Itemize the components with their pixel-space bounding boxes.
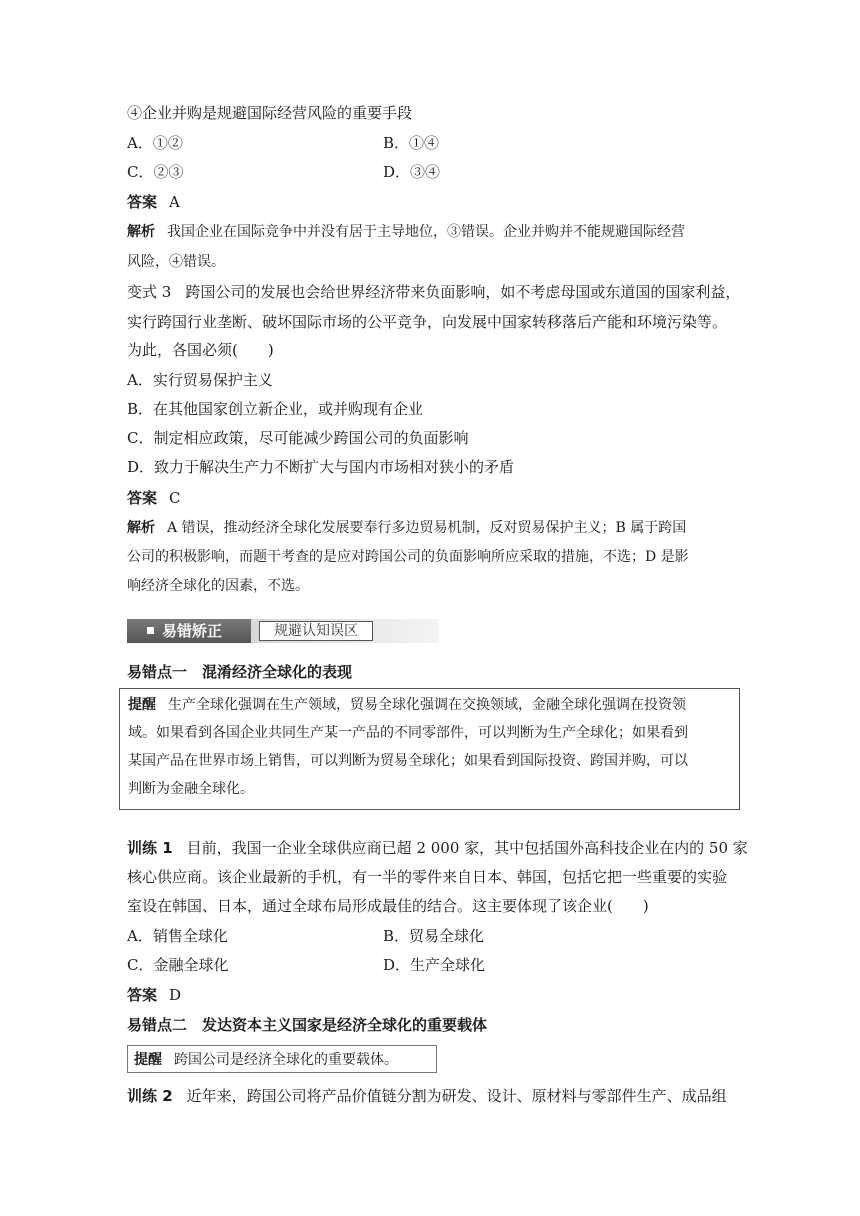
answer-value: A xyxy=(169,193,180,211)
tip-box xyxy=(119,688,740,810)
section-banner xyxy=(127,619,439,643)
option-b: B．在其他国家创立新企业，或并购现有企业 xyxy=(127,400,424,418)
square-bullet-icon xyxy=(147,627,154,634)
option-a: A．实行贸易保护主义 xyxy=(127,371,273,389)
option-b: B．贸易全球化 xyxy=(383,927,485,945)
tip-box-small xyxy=(127,1045,437,1073)
tip-label: 提醒 xyxy=(128,697,156,713)
training-1-text: 目前，我国一企业全球供应商已超 2 000 家，其中包括国外高科技企业在内的 50 家 xyxy=(186,839,748,857)
option-d: D．致力于解决生产力不断扩大与国内市场相对狭小的矛盾 xyxy=(127,458,515,476)
answer-value: C xyxy=(169,489,181,507)
option-c: C．制定相应政策，尽可能减少跨国公司的负面影响 xyxy=(127,429,469,447)
training-1-stem xyxy=(127,838,748,858)
training-2-label: 训练 2 xyxy=(127,1087,173,1105)
explanation-text: A 错误，推动经济全球化发展要奉行多边贸易机制，反对贸易保护主义；B 属于跨国 xyxy=(167,520,687,536)
variant-3-stem xyxy=(127,282,740,302)
explanation-line-2: 公司的积极影响，而题干考查的是应对跨国公司的负面影响所应采取的措施，不选；D 是影 xyxy=(127,549,689,565)
tip-label: 提醒 xyxy=(134,1052,162,1068)
variant-3-line-2: 实行跨国行业垄断、破坏国际市场的公平竞争，向发展中国家转移落后产能和环境污染等。 xyxy=(127,313,728,331)
answer-line xyxy=(127,192,180,212)
tip-line-2: 域。如果看到各国企业共同生产某一产品的不同零部件，可以判断为生产全球化；如果看到 xyxy=(128,725,688,741)
answer-label: 答案 xyxy=(127,193,158,211)
banner-subtitle: 规避认知误区 xyxy=(259,621,373,641)
training-2-stem xyxy=(127,1086,727,1106)
option-d: D．③④ xyxy=(383,163,441,181)
tip-text: 跨国公司是经济全球化的重要载体。 xyxy=(174,1052,398,1068)
banner-title: 易错矫正 xyxy=(162,622,223,640)
tip-text: 生产全球化强调在生产领域，贸易全球化强调在交换领域，金融全球化强调在投资领 xyxy=(168,697,686,713)
option-d: D．生产全球化 xyxy=(383,956,486,974)
training-2-text: 近年来，跨国公司将产品价值链分割为研发、设计、原材料与零部件生产、成品组 xyxy=(186,1087,727,1105)
explanation-line-3: 响经济全球化的因素，不选。 xyxy=(127,578,309,594)
answer-label: 答案 xyxy=(127,489,158,507)
explanation-label: 解析 xyxy=(127,224,155,240)
training-1-line-2: 核心供应商。该企业最新的手机，有一半的零件来自日本、韩国，包括它把一些重要的实验 xyxy=(127,868,728,886)
tip-line-1 xyxy=(128,695,686,715)
option-a: A．①② xyxy=(127,134,183,152)
explanation-label: 解析 xyxy=(127,520,155,536)
variant-3-label: 变式 3 xyxy=(127,283,172,301)
answer-value: D xyxy=(169,986,182,1004)
explanation-line-2: 风险，④错误。 xyxy=(127,254,225,270)
answer-line xyxy=(127,985,181,1005)
statement-4: ④企业并购是规避国际经营风险的重要手段 xyxy=(127,104,413,122)
tip-line-4: 判断为金融全球化。 xyxy=(128,781,254,797)
option-c: C．金融全球化 xyxy=(127,956,229,974)
option-c: C．②③ xyxy=(127,163,184,181)
option-b: B．①④ xyxy=(383,134,440,152)
point-1-heading: 易错点一 混淆经济全球化的表现 xyxy=(127,663,353,681)
variant-3-text: 跨国公司的发展也会给世界经济带来负面影响，如不考虑母国或东道国的国家利益， xyxy=(185,283,741,301)
explanation-line xyxy=(127,222,685,242)
option-a: A．销售全球化 xyxy=(127,927,228,945)
tip-line-3: 某国产品在世界市场上销售，可以判断为贸易全球化；如果看到国际投资、跨国并购，可以 xyxy=(128,753,688,769)
training-1-label: 训练 1 xyxy=(127,839,173,857)
answer-label: 答案 xyxy=(127,986,158,1004)
banner-title-block xyxy=(127,619,251,643)
variant-3-line-3: 为此，各国必须( ) xyxy=(127,341,274,359)
tip-line xyxy=(134,1050,398,1070)
explanation-text: 我国企业在国际竞争中并没有居于主导地位，③错误。企业并购并不能规避国际经营 xyxy=(167,224,685,240)
point-2-heading: 易错点二 发达资本主义国家是经济全球化的重要载体 xyxy=(127,1016,488,1034)
training-1-line-3: 室设在韩国、日本，通过全球布局形成最佳的结合。这主要体现了该企业( ) xyxy=(127,897,649,915)
answer-line xyxy=(127,488,181,508)
explanation-line xyxy=(127,518,686,538)
